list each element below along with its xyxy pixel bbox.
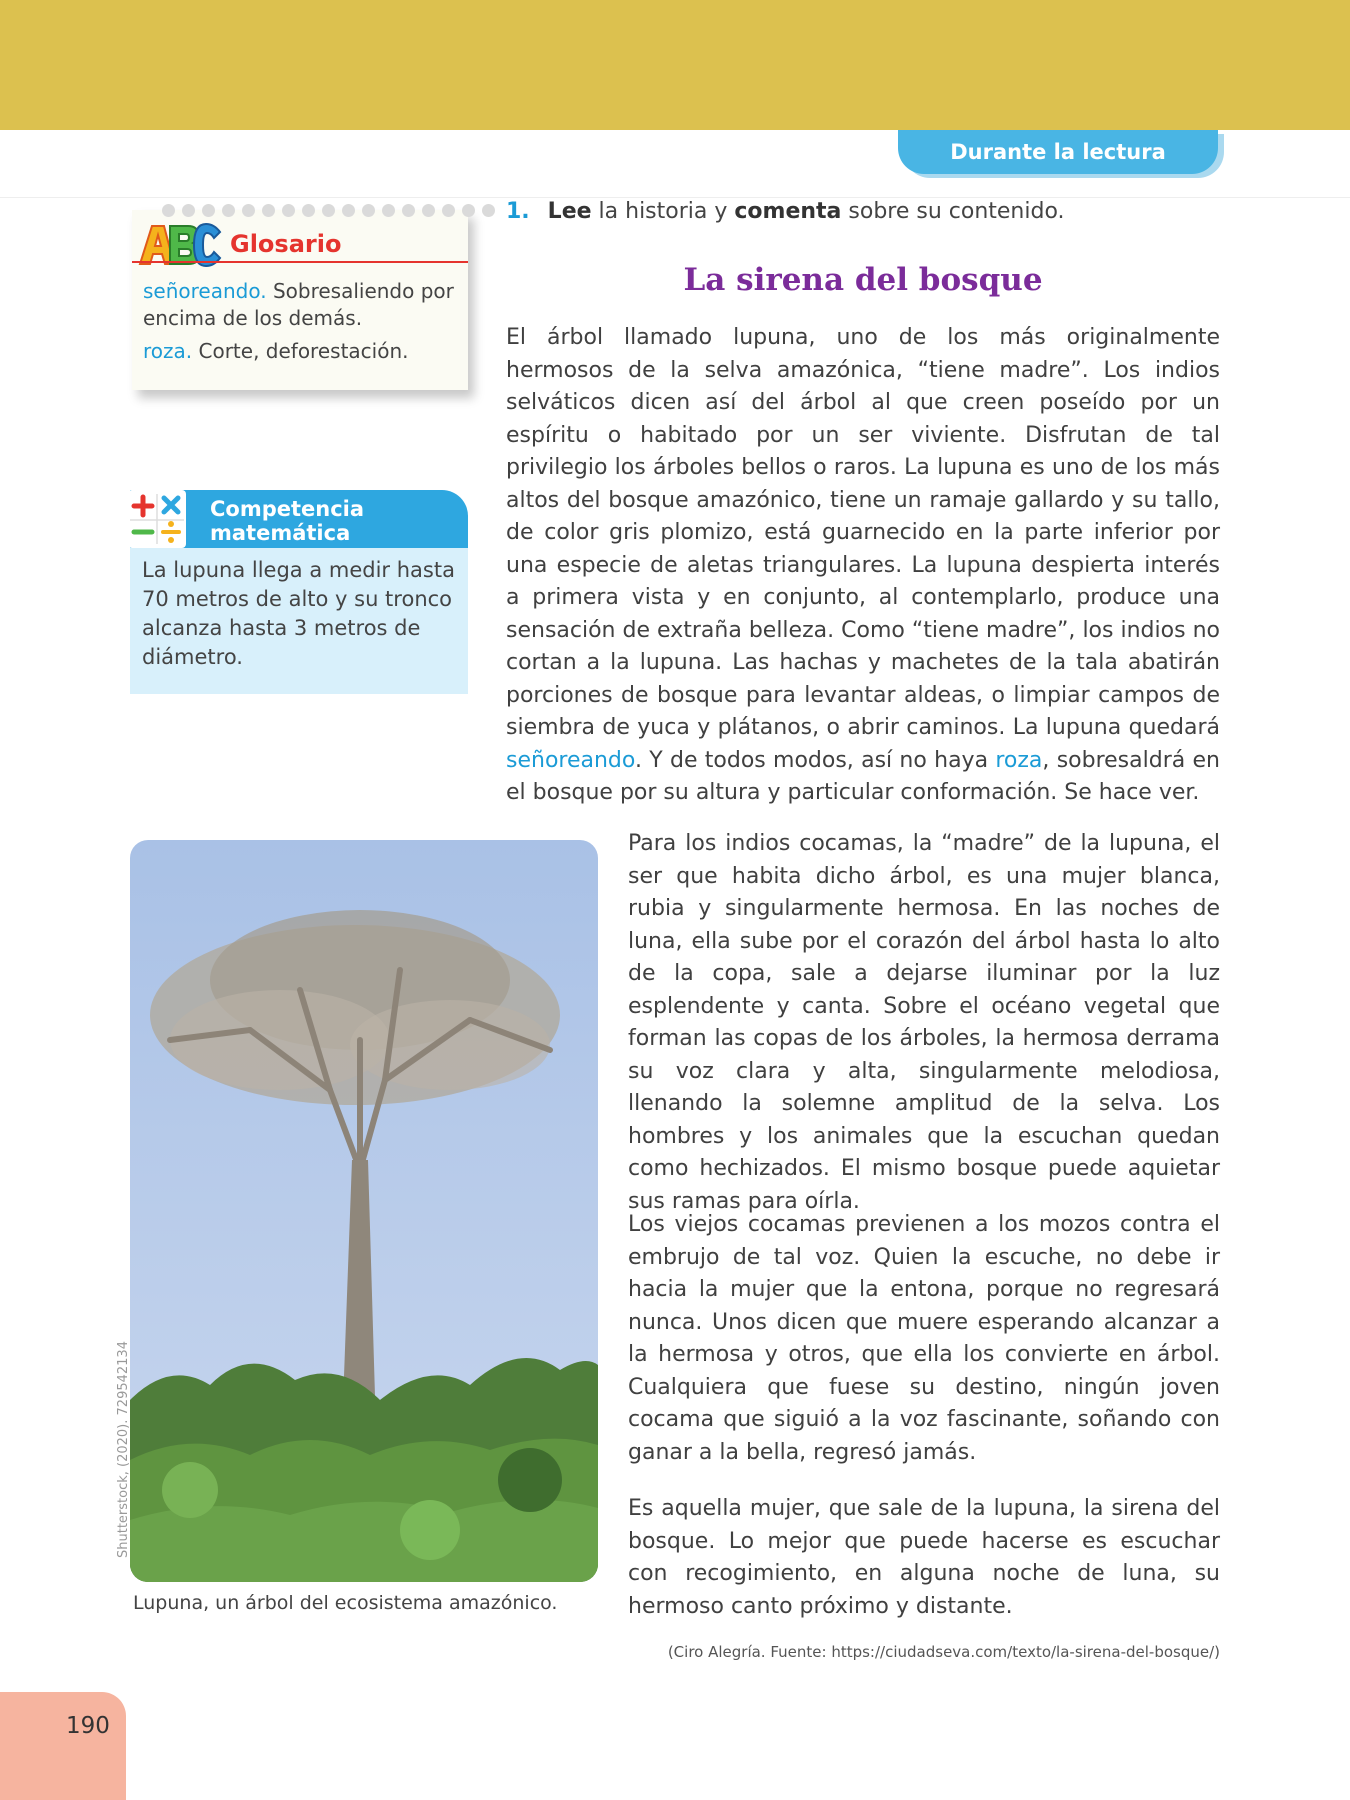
page-number: 190 xyxy=(66,1713,110,1739)
notepad-rings xyxy=(162,204,495,217)
story-paragraph: Para los indios cocamas, la “madre” de la lupuna, el ser que habita dicho árbol, es una mujer blanca, rubia y singularmente hermosa. En las noches de luna, ella sube por el corazón del árbol hasta lo alto de la copa, sale a dejarse iluminar por la luz esplendente y canta. Sobre el océano vegetal que forman las copas de los árboles, la hermosa derrama su voz clara y alta, singularmente melodiosa, llenando la solemne amplitud de la selva. Los hombres y los animales que la escuchan quedan como hechizados. El mismo bosque puede aquietar sus ramas para oírla. xyxy=(628,831,1220,1214)
glossary-entry xyxy=(143,278,461,332)
header-rule xyxy=(0,197,1350,198)
math-title: Competencia matemática xyxy=(210,497,365,545)
lupuna-tree-photo xyxy=(130,840,598,1582)
glossary-definition: Sobresaliendo por encima de los demás. xyxy=(143,279,454,330)
photo-credit: Shutterstock, (2020). 729542134 xyxy=(116,1341,131,1558)
math-body xyxy=(130,548,468,694)
story-paragraph: Los viejos cocamas previenen a los mozos contra el embrujo de tal voz. Quien la escuche, no debe ir hacia la mujer que la entona, porque no regresará nunca. Unos dicen que muere esperando alcanzar a la hermosa y otros, que ella los convierte en árbol. Cualquiera que fuese su destino, ningún joven cocama que siguió a la voz fascinante, soñando con ganar a la bella, regresó jamás. xyxy=(628,1212,1220,1465)
glossary-term: señoreando. xyxy=(143,279,267,303)
glossary-title: Glosario xyxy=(230,230,342,258)
glossary-link: señoreando xyxy=(506,747,635,773)
instruction-number: 1. xyxy=(506,199,530,224)
photo-caption: Lupuna, un árbol del ecosistema amazónico. xyxy=(133,1592,558,1614)
instruction-verb: comenta xyxy=(734,199,842,224)
glossary-entry xyxy=(143,338,461,365)
story-title: La sirena del bosque xyxy=(683,262,1043,298)
instruction-verb: Lee xyxy=(547,199,592,224)
story-source: (Ciro Alegría. Fuente: https://ciudadseva.com/texto/la-sirena-del-bosque/) xyxy=(667,1643,1220,1661)
instruction: 1. Lee la historia y comenta sobre su contenido. xyxy=(506,199,1065,224)
glossary-box xyxy=(132,210,468,390)
glossary-definition: Corte, deforestación. xyxy=(192,339,409,363)
story-paragraph: El árbol llamado lupuna, uno de los más originalmente hermosos de la selva amazónica, “tiene madre”. Los indios selváticos dicen así del árbol al que creen poseído por un espíritu o habitado por un ser viviente. Disfrutan de tal privilegio los árboles bellos o raros. La lupuna es uno de los más altos del bosque amazónico, tiene un ramaje gallardo y su tallo, de color gris plomizo, está guarnecido en la parte inferior por una especie de aletas triangulares. La lupuna despierta interés a primera vista y en conjunto, al contemplarlo, produce una sensación de extraña belleza. Como “tiene madre”, los indios no cortan a la lupuna. Las hachas y machetes de la tala abatirán porciones de bosque para levantar aldeas, o limpiar campos de siembra de yuca y plátanos, o abrir caminos. La lupuna quedará señoreando. Y de todos modos, así no haya roza, sobresaldrá en el bosque por su altura y particular conformación. Se hace ver. xyxy=(506,325,1220,805)
math-competence-box xyxy=(130,490,468,694)
glossary-link: roza xyxy=(995,747,1043,773)
story-paragraph: Es aquella mujer, que sale de la lupuna, la sirena del bosque. Lo mejor que puede hacerse es escuchar con recogimiento, en alguna noche de luna, su hermoso canto próximo y distante. xyxy=(628,1496,1220,1619)
math-operators-icon xyxy=(128,490,190,552)
math-text: La lupuna llega a medir hasta 70 metros de alto y su tronco alcanza hasta 3 metros de diámetro. xyxy=(142,558,455,669)
section-tab: Durante la lectura xyxy=(898,130,1218,174)
glossary-term: roza. xyxy=(143,339,193,363)
glossary-divider xyxy=(132,261,468,263)
page-number-tab xyxy=(0,1692,126,1800)
glossary-entries xyxy=(143,278,461,371)
top-color-band xyxy=(0,0,1350,130)
